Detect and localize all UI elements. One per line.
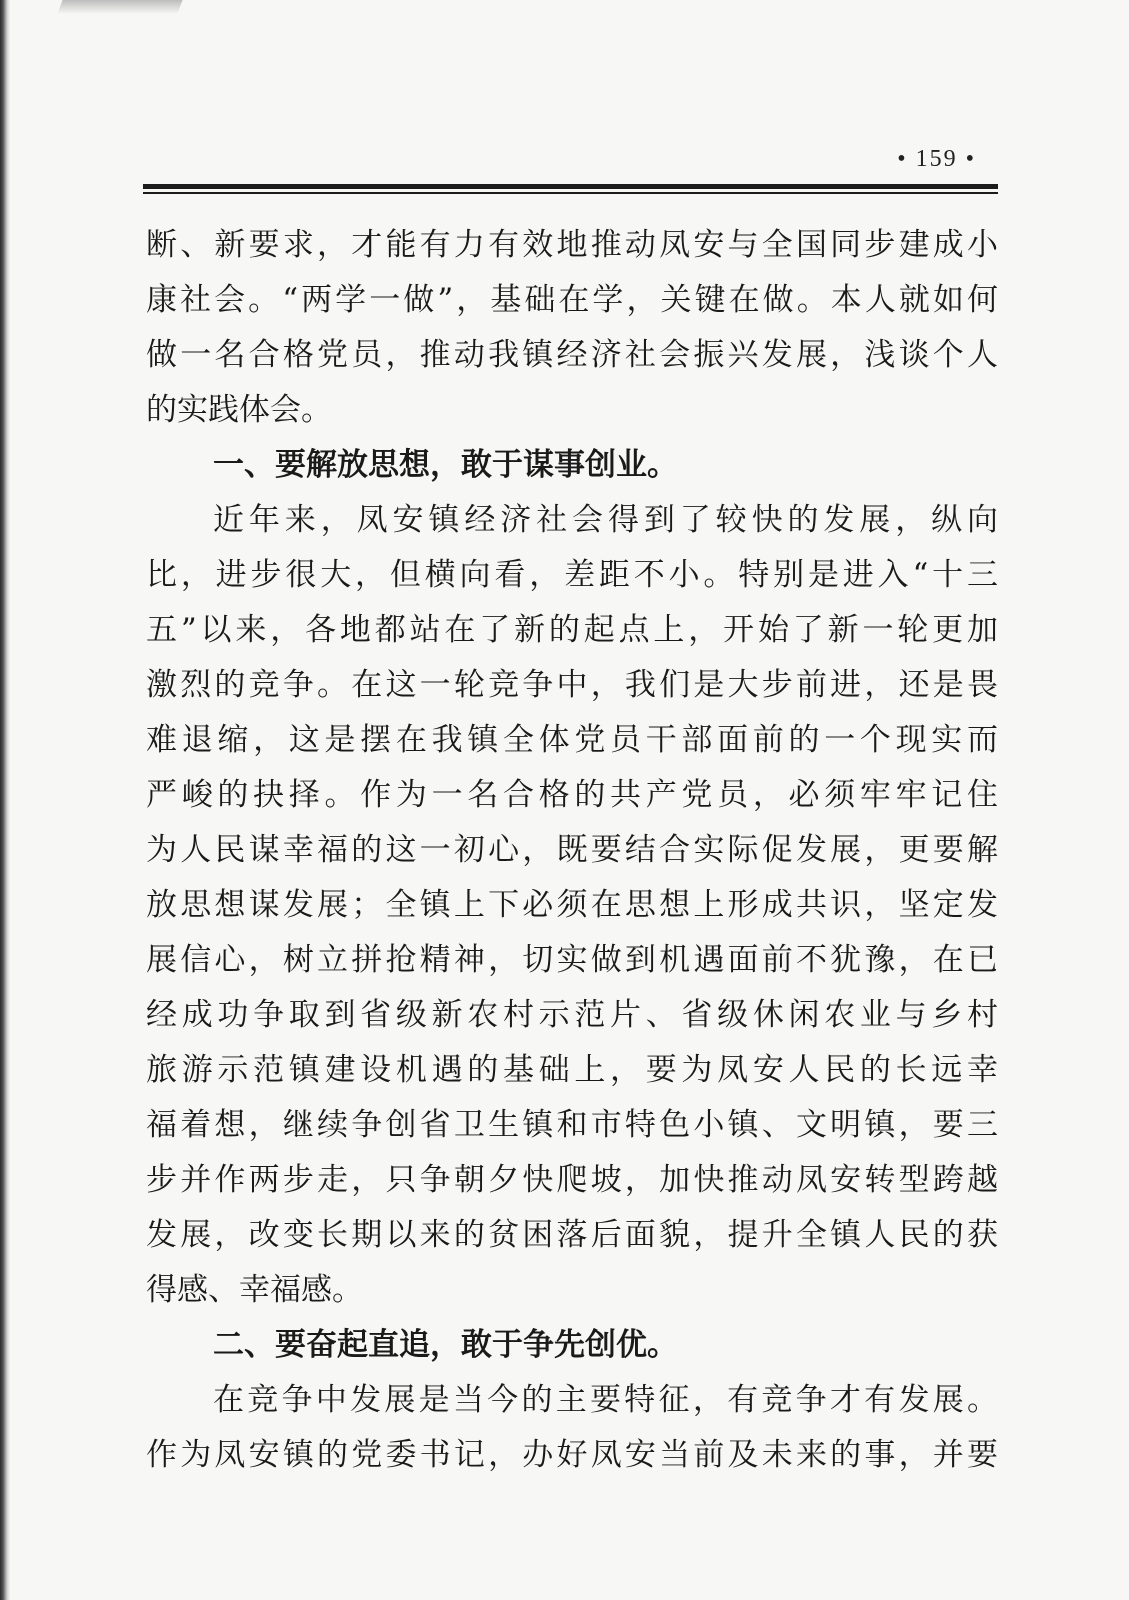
text-line: 比，进步很大，但横向看，差距不小。特别是进入“十三 — [146, 557, 998, 593]
text-line: 近年来，凤安镇经济社会得到了较快的发展，纵向 — [213, 502, 998, 538]
text-line: 难退缩，这是摆在我镇全体党员干部面前的一个现实而 — [146, 722, 998, 758]
scan-corner-shadow — [57, 0, 182, 14]
text-line: 福着想，继续争创省卫生镇和市特色小镇、文明镇，要三 — [146, 1107, 998, 1143]
scan-left-edge — [0, 0, 10, 1600]
text-line: 作为凤安镇的党委书记，办好凤安当前及未来的事，并要 — [146, 1437, 998, 1473]
body-text — [146, 218, 998, 1483]
text-line: 发展，改变长期以来的贫困落后面貌，提升全镇人民的获 — [146, 1217, 998, 1253]
text-line: 的实践体会。 — [146, 392, 332, 428]
section-heading: 二、要奋起直追，敢于争先创优。 — [213, 1327, 678, 1363]
text-line: 康社会。“两学一做”，基础在学，关键在做。本人就如何 — [146, 282, 998, 318]
text-line: 断、新要求，才能有力有效地推动凤安与全国同步建成小 — [146, 227, 998, 263]
text-line: 在竞争中发展是当今的主要特征，有竞争才有发展。 — [213, 1382, 998, 1418]
text-line: 步并作两步走，只争朝夕快爬坡，加快推动凤安转型跨越 — [146, 1162, 998, 1198]
text-line: 放思想谋发展；全镇上下必须在思想上形成共识，坚定发 — [146, 887, 998, 923]
header-rule-thick — [143, 184, 998, 189]
header-rule-thin — [143, 192, 998, 194]
text-line: 激烈的竞争。在这一轮竞争中，我们是大步前进，还是畏 — [146, 667, 998, 703]
text-line: 经成功争取到省级新农村示范片、省级休闲农业与乡村 — [146, 997, 998, 1033]
text-line: 做一名合格党员，推动我镇经济社会振兴发展，浅谈个人 — [146, 337, 998, 373]
text-line: 得感、幸福感。 — [146, 1272, 363, 1308]
text-line: 为人民谋幸福的这一初心，既要结合实际促发展，更要解 — [146, 832, 998, 868]
text-line: 旅游示范镇建设机遇的基础上，要为凤安人民的长远幸 — [146, 1052, 998, 1088]
text-line: 严峻的抉择。作为一名合格的共产党员，必须牢牢记住 — [146, 777, 998, 813]
section-heading: 一、要解放思想，敢于谋事创业。 — [213, 447, 678, 483]
page-number: • 159 • — [897, 146, 976, 172]
text-line: 展信心，树立拼抢精神，切实做到机遇面前不犹豫，在已 — [146, 942, 998, 978]
text-line: 五”以来，各地都站在了新的起点上，开始了新一轮更加 — [146, 612, 998, 648]
